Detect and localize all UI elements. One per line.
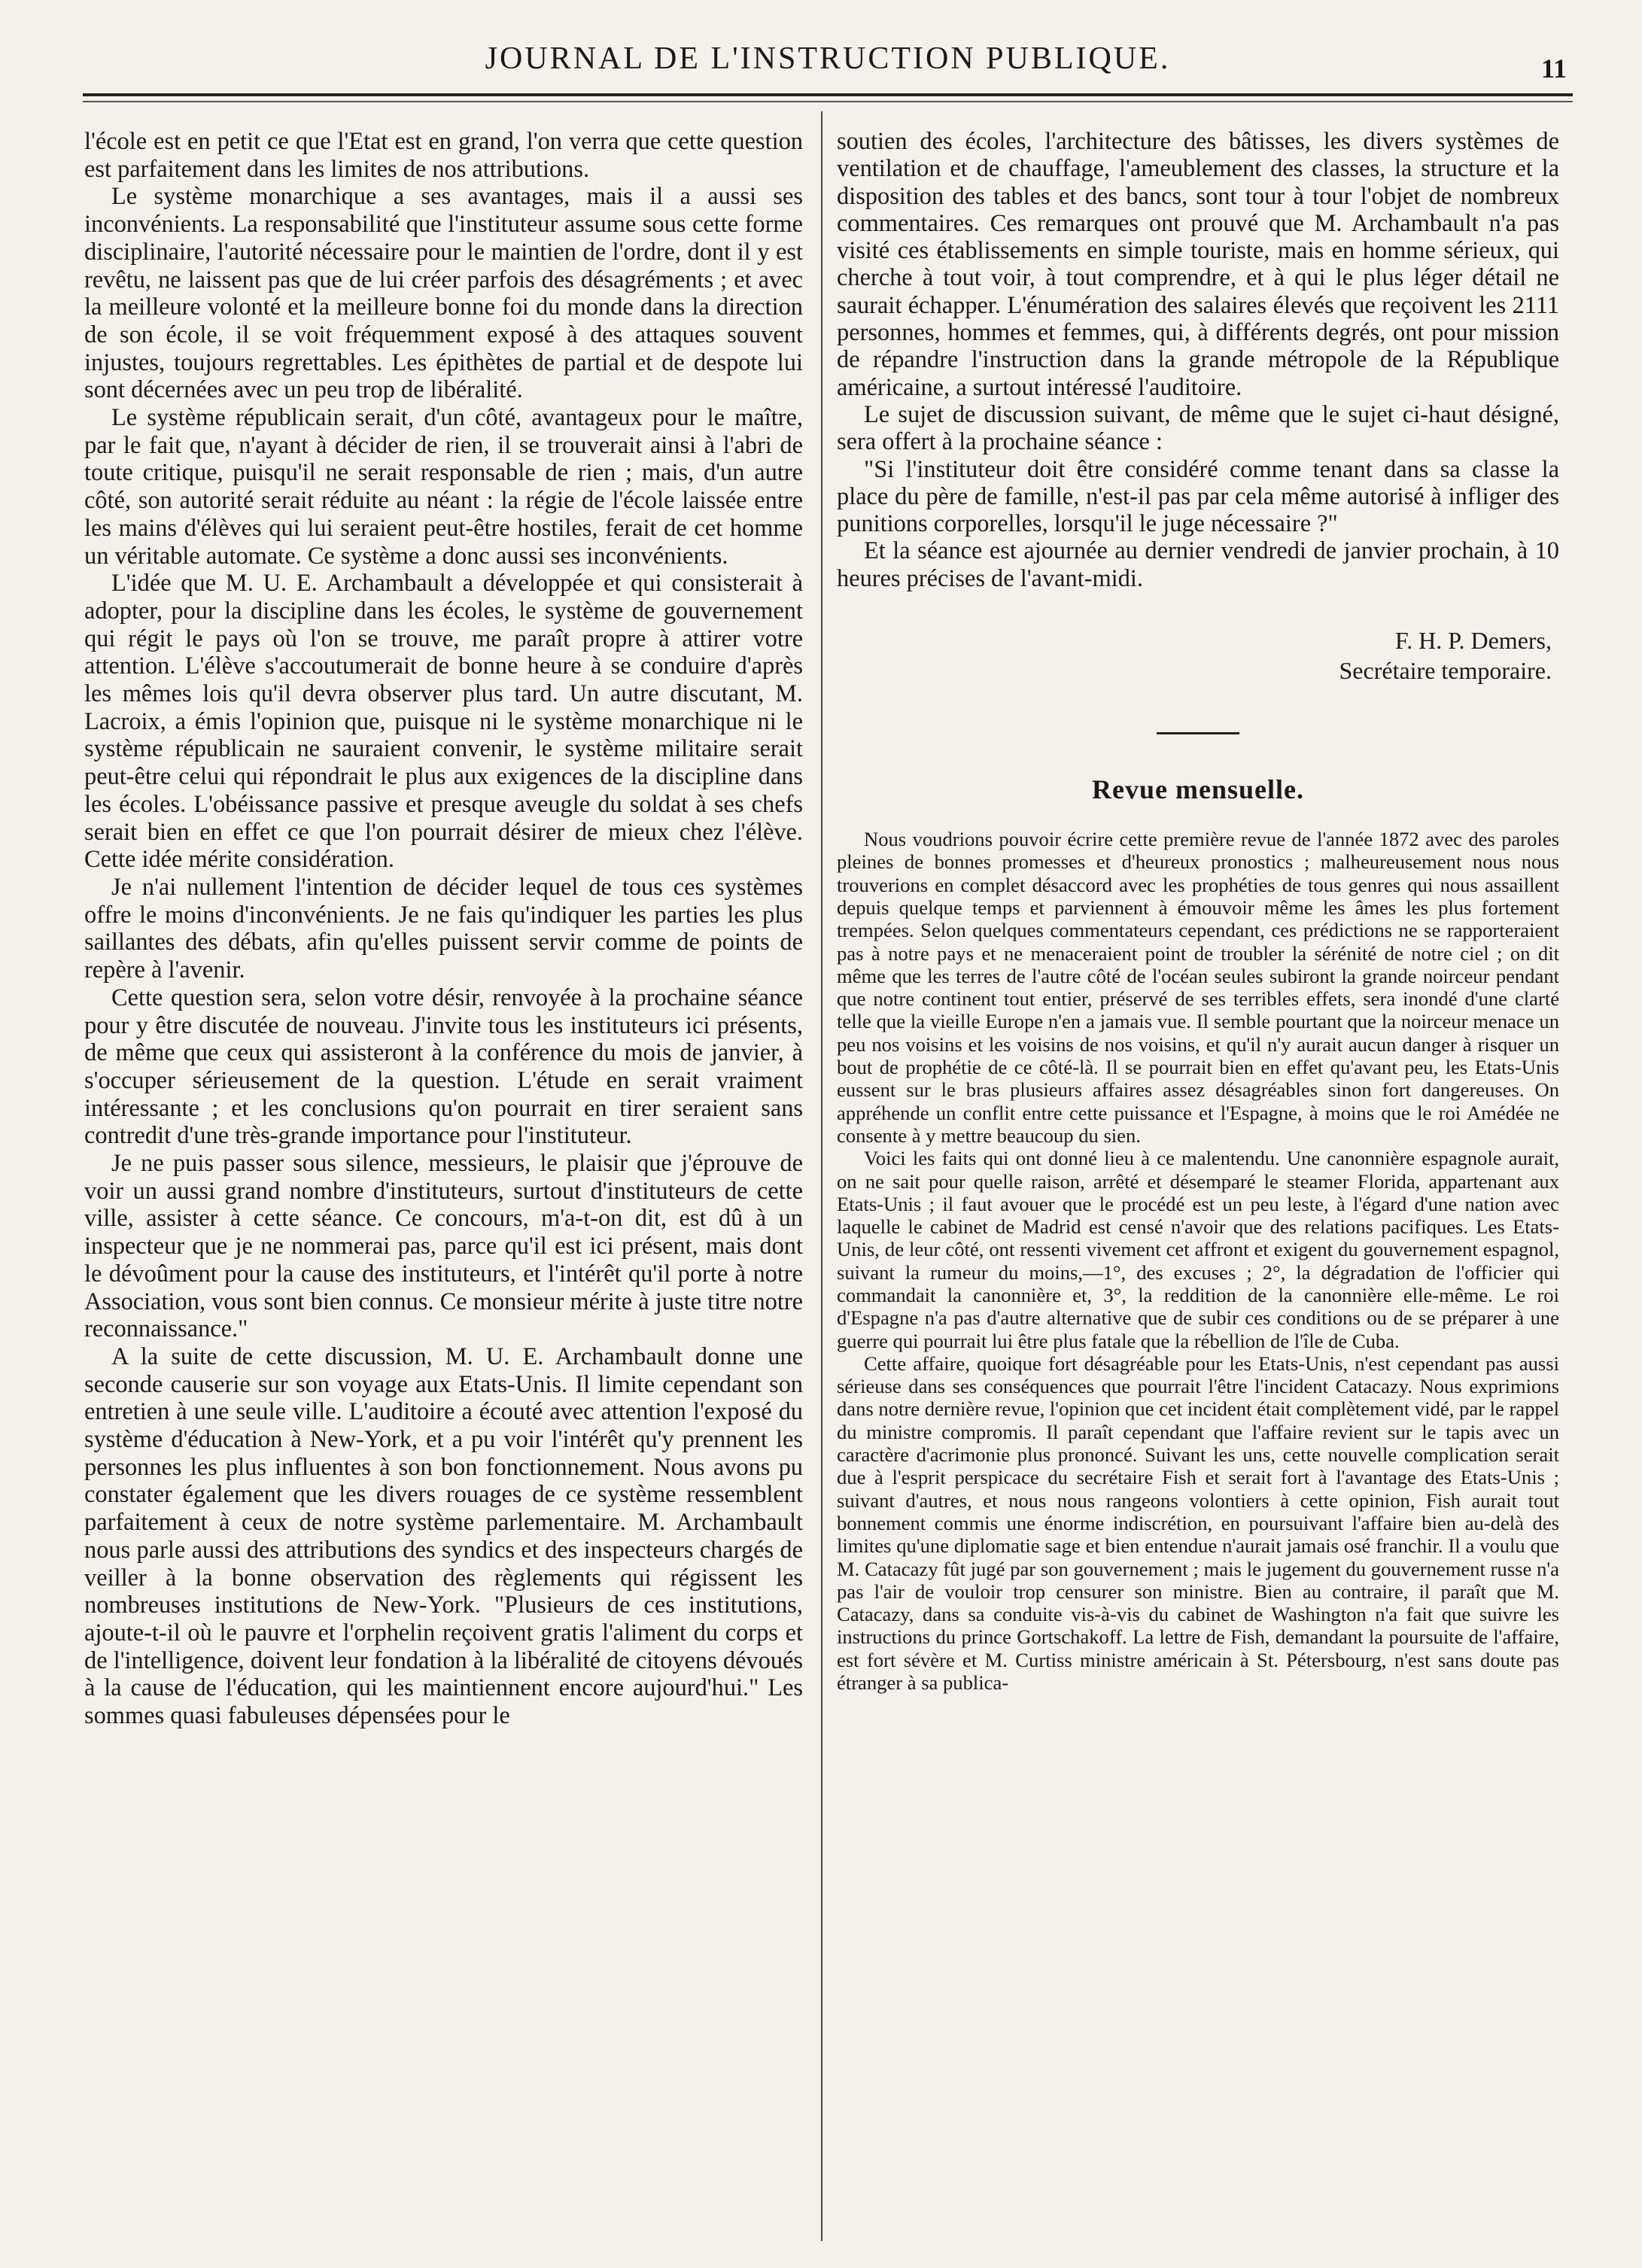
paragraph: Je n'ai nullement l'intention de décider lequel de tous ces systèmes offre le moins d'inconvénients. Je ne fais qu'indiquer les parties les plus saillantes des débats, afin qu'elles puissent servir comme de points de repère à l'avenir. [84,873,803,984]
signature-name: F. H. P. Demers, [1394,627,1552,655]
paragraph: Voici les faits qui ont donné lieu à ce malentendu. Une canonnière espagnole aurait, on ne sait pour quelle raison, arrêté et désemparé le steamer Florida, appartenant aux Etats-Unis ; il faut avouer que le procédé est un peu leste, à l'égard d'une nation avec laquelle le cabinet de Madrid est censé n'avoir que des relations pacifiques. Les Etats-Unis, de leur côté, ont ressenti vivement cet affront et exigent du gouvernement espagnol, suivant la rumeur du moins,—1°, des excuses ; 2°, la dégradation de l'officier qui commandait la canonnière et, 3°, la reddition de la canonnière elle-même. Le roi d'Espagne n'a pas d'autre alternative que de subir ces conditions ou de se préparer à une guerre qui pourrait lui être plus fatale que la rébellion de l'île de Cuba. [837,1147,1559,1352]
paragraph: Le système républicain serait, d'un côté, avantageux pour le maître, par le fait que, n'ayant à décider de rien, il se trouverait ainsi à l'abri de toute critique, puisqu'il ne serait responsable de rien ; mais, d'un autre côté, son autorité serait réduite au néant : la régie de l'école laissée entre les mains d'élèves qui lui seraient peut-être hostiles, ferait de cet homme un véritable automate. Ce système a donc aussi ses inconvénients. [84,404,803,570]
paragraph: l'école est en petit ce que l'Etat est en grand, l'on verra que cette question est parfaitement dans les limites de nos attributions. [84,128,803,183]
page-header [83,33,1573,86]
paragraph: Le système monarchique a ses avantages, mais il a aussi ses inconvénients. La responsabilité que l'instituteur assume sous cette forme disciplinaire, l'autorité nécessaire pour le maintien de l'ordre, dont il y est revêtu, ne laissent pas que de lui créer parfois des désagréments ; et avec la meilleure volonté et la meilleure bonne foi du monde dans la direction de son école, il se voit fréquemment exposé à des attaques souvent injustes, toujours regrettables. Les épithètes de partial et de despote lui sont décernées avec un peu trop de libéralité. [84,183,803,404]
signature-title: Secrétaire temporaire. [1339,657,1552,685]
paragraph: Cette affaire, quoique fort désagréable pour les Etats-Unis, n'est cependant pas aussi sérieuse dans ses conséquences que pourrait l'être l'incident Catacazy. Nous exprimions dans notre dernière revue, l'opinion que cet incident était complètement vidé, par le rappel du ministre compromis. Il paraît cependant que l'affaire revient sur le tapis avec un caractère d'acrimonie plus prononcé. Suivant les uns, cette nouvelle complication serait due à l'esprit perspicace du secrétaire Fish et serait fort à l'avantage des Etats-Unis ; suivant d'autres, et nous nous rangeons volontiers à cette opinion, Fish aurait tout bonnement commis une énorme indiscrétion, en poursuivant l'affaire bien au-delà des limites qu'une diplomatie sage et bien entendue n'aurait jamais osé franchir. Il a voulu que M. Catacazy fût jugé par son gouvernement ; mais le jugement du gouvernement russe n'a pas l'air de vouloir trop censurer son ministre. Bien au contraire, il paraît que M. Catacazy, dans sa conduite vis-à-vis du cabinet de Washington n'a fait que suivre les instructions du prince Gortschakoff. La lettre de Fish, demandant la poursuite de l'affaire, est fort sévère et M. Curtiss ministre américain à St. Pétersbourg, n'est sans doute pas étranger à sa publica- [837,1351,1559,1695]
header-rule [83,93,1573,96]
section-title: Revue mensuelle. [1092,774,1304,805]
paragraph: Le sujet de discussion suivant, de même que le sujet ci-haut désigné, sera offert à la prochaine séance : [837,400,1559,456]
section-divider [1157,732,1239,734]
header-rule-thin [83,101,1573,102]
paragraph: A la suite de cette discussion, M. U. E. Archambault donne une seconde causerie sur son voyage aux Etats-Unis. Il limite cependant son entretien à une seule ville. L'auditoire a écouté avec attention l'exposé du système d'éducation à New-York, et a pu voir l'intérêt qu'y prennent les personnes les plus influentes à son bon fonctionnement. Nous avons pu constater également que les divers rouages de ce système ressemblent parfaitement à ceux de notre système parlementaire. M. Archambault nous parle aussi des attributions des syndics et des inspecteurs chargés de veiller à la bonne observation des règlements qui régissent les nombreuses institutions de New-York. "Plusieurs de ces institutions, ajoute-t-il où le pauvre et l'orphelin reçoivent gratis l'aliment du corps et de l'intelligence, doivent leur fondation à la libéralité de citoyens dévoués à la cause de l'éducation, qui les maintiennent encore aujourd'hui." Les sommes quasi fabuleuses dépensées pour le [84,1342,803,1730]
paragraph: soutien des écoles, l'architecture des bâtisses, les divers systèmes de ventilation et de chauffage, l'ameublement des classes, la structure et la disposition des tables et des bancs, sont tour à tour l'objet de nombreux commentaires. Ces remarques ont prouvé que M. Archambault n'a pas visité ces établissements en simple touriste, mais en homme sérieux, qui cherche à tout voir, à tout comprendre, et à qui le plus léger détail ne saurait échapper. L'énumération des salaires élevés que reçoivent les 2111 personnes, hommes et femmes, qui, à différents degrés, ont pour mission de répandre l'instruction dans la grande métropole de la République américaine, a surtout intéressé l'auditoire. [837,128,1559,401]
paragraph: L'idée que M. U. E. Archambault a développée et qui consisterait à adopter, pour la discipline dans les écoles, le système de gouvernement qui régit le pays où l'on se trouve, me paraît propre à attirer votre attention. L'élève s'accoutumerait de bonne heure à se conduire d'après les mêmes lois qu'il devra observer plus tard. Un autre discutant, M. Lacroix, a émis l'opinion que, puisque ni le système monarchique ni le système républicain ne sauraient convenir, le système militaire serait peut-être celui qui répondrait le plus aux exigences de la discipline dans les écoles. L'obéissance passive et presque aveugle du soldat à ses chefs serait bien en effet ce que l'on pourrait désirer de mieux chez l'élève. Cette idée mérite considération. [84,570,803,874]
paragraph: Et la séance est ajournée au dernier vendredi de janvier prochain, à 10 heures précises de l'avant-midi. [837,537,1559,592]
paragraph: Nous voudrions pouvoir écrire cette première revue de l'année 1872 avec des paroles pleines de bonnes promesses et d'heureux pronostics ; malheureusement nous nous trouverions en complet désaccord avec les prophéties de tous genres qui nous assaillent depuis quelque temps et parviennent à émouvoir même les âmes les plus fortement trempées. Selon quelques commentateurs cependant, ces prédictions ne se rapporteraient pas à notre pays et ne menaceraient point de troubler la sérénité de notre ciel ; on dit même que les terres de l'autre côté de l'océan seules subiront la grande noirceur pendant que notre continent tout entier, préservé de ses terribles effets, sera inondé d'une clarté telle que la vieille Europe n'en a jamais vue. Il semble pourtant que la noirceur menace un peu nos voisins et les voisins de nos voisins, et qu'il n'y aurait aucun danger à risquer un bout de prophétie de ce côté-là. Il se pourrait bien en effet qu'avant peu, les Etats-Unis eussent sur le bras plusieurs affaires assez désagréables sinon fort dangereuses. On appréhende un conflit entre cette puissance et l'Espagne, à moins que le roi Amédée ne consente à y mettre beaucoup du sien. [837,828,1559,1147]
paragraph: Cette question sera, selon votre désir, renvoyée à la prochaine séance pour y être discutée de nouveau. J'invite tous les instituteurs ici présents, de même que ceux qui assisteront à la conférence du mois de janvier, à s'occuper sérieusement de la question. L'étude en serait vraiment intéressante ; et les conclusions qu'on pourrait en tirer seraient sans contredit d'une très-grande importance pour l'instituteur. [84,984,803,1150]
journal-title: JOURNAL DE L'INSTRUCTION PUBLIQUE. [485,41,1171,76]
signature [837,625,1559,686]
right-column [837,128,1559,1694]
left-column [84,128,803,1730]
column-divider [821,111,823,2241]
page-number: 11 [1540,53,1567,84]
paragraph: Je ne puis passer sous silence, messieurs, le plaisir que j'éprouve de voir un aussi grand nombre d'instituteurs, surtout d'instituteurs de cette ville, assister à cette séance. Ce concours, m'a-t-on dit, est dû à un inspecteur que je ne nommerai pas, parce qu'il est ici présent, mais dont le dévoûment pour la cause des instituteurs, et l'intérêt qu'il porte à notre Association, vous sont bien connus. Ce monsieur mérite à juste titre notre reconnaissance." [84,1150,803,1343]
quoted-question: "Si l'instituteur doit être considéré comme tenant dans sa classe la place du père de famille, n'est-il pas par cela même autorisé à infliger des punitions corporelles, lorsqu'il le juge nécessaire ?" [837,455,1559,538]
